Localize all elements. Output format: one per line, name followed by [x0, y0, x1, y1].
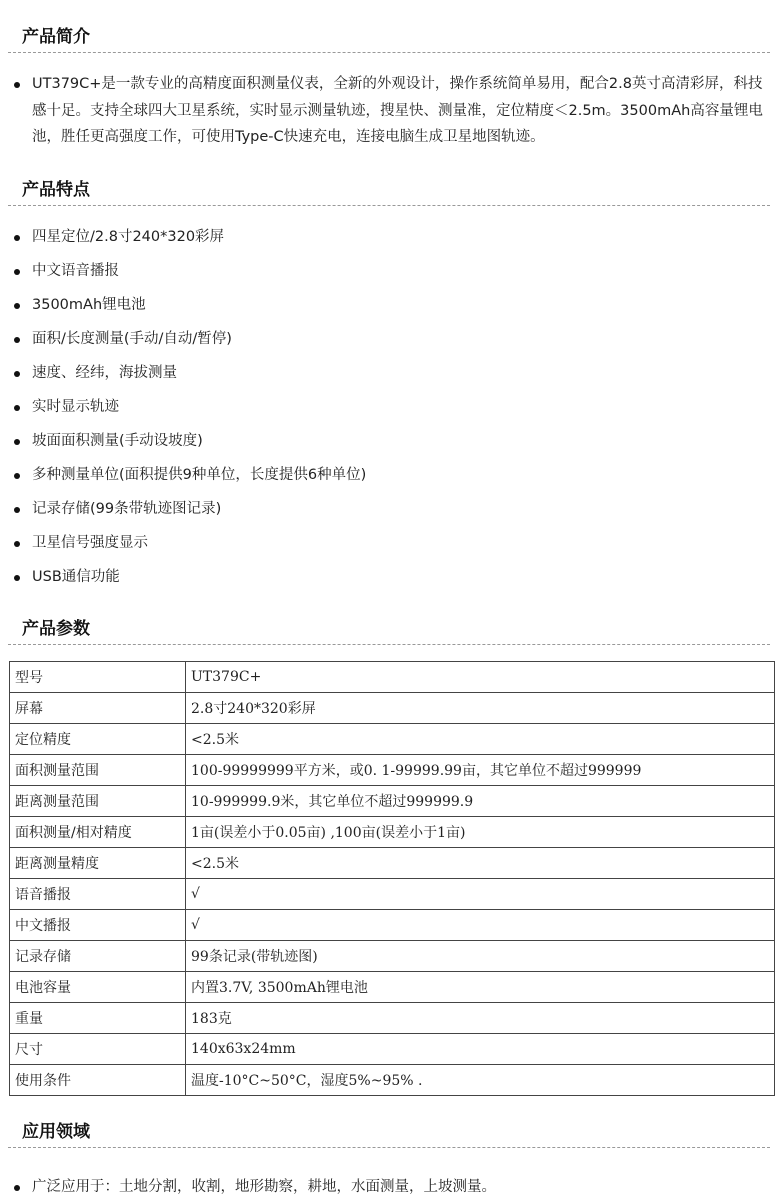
- param-value: √: [186, 910, 775, 941]
- feature-item: 卫星信号强度显示: [0, 526, 776, 560]
- feature-item: 多种测量单位(面积提供9种单位，长度提供6种单位): [0, 458, 776, 492]
- feature-item: 记录存储(99条带轨迹图记录): [0, 492, 776, 526]
- applications-title: 应用领域: [8, 1117, 770, 1148]
- param-value: <2.5米: [186, 724, 775, 755]
- param-value: √: [186, 879, 775, 910]
- intro-text: UT379C+是一款专业的高精度面积测量仪表，全新的外观设计，操作系统简单易用，配合2.8英寸高清彩屏，科技感十足。支持全球四大卫星系统，实时显示测量轨迹，搜星快、测量准，定位精度＜2.5m。3500mAh高容量锂电池，胜任更高强度工作，可使用Type-C快速充电，连接电脑生成卫星地图轨迹。: [0, 71, 776, 151]
- param-row: [10, 724, 775, 755]
- features-title: 产品特点: [8, 175, 770, 206]
- param-row: [10, 1065, 775, 1096]
- feature-item: 坡面面积测量(手动设坡度): [0, 424, 776, 458]
- param-key: 距离测量精度: [10, 848, 186, 879]
- param-key: 距离测量范围: [10, 786, 186, 817]
- feature-item: 3500mAh锂电池: [0, 288, 776, 322]
- param-key: 面积测量范围: [10, 755, 186, 786]
- param-row: [10, 693, 775, 724]
- param-row: [10, 817, 775, 848]
- param-row: [10, 755, 775, 786]
- feature-item: 实时显示轨迹: [0, 390, 776, 424]
- feature-item: 中文语音播报: [0, 254, 776, 288]
- param-value: 1亩(误差小于0.05亩) ,100亩(误差小于1亩): [186, 817, 775, 848]
- param-key: 电池容量: [10, 972, 186, 1003]
- param-value: 140x63x24mm: [186, 1034, 775, 1065]
- params-title: 产品参数: [8, 614, 770, 645]
- feature-item: USB通信功能: [0, 560, 776, 594]
- param-row: [10, 1003, 775, 1034]
- feature-item: 面积/长度测量(手动/自动/暂停): [0, 322, 776, 356]
- feature-item: 速度、经纬，海拔测量: [0, 356, 776, 390]
- intro-section: [0, 22, 776, 151]
- intro-title: 产品简介: [8, 22, 770, 53]
- param-value: 温度-10°C~50°C，湿度5%~95% .: [186, 1065, 775, 1096]
- features-section: [0, 175, 776, 594]
- param-value: 10-999999.9米，其它单位不超过999999.9: [186, 786, 775, 817]
- param-key: 型号: [10, 662, 186, 693]
- param-row: [10, 910, 775, 941]
- param-value: UT379C+: [186, 662, 775, 693]
- param-value: 100-99999999平方米，或0. 1-99999.99亩，其它单位不超过999999: [186, 755, 775, 786]
- param-value: 内置3.7V, 3500mAh锂电池: [186, 972, 775, 1003]
- feature-item: 四星定位/2.8寸240*320彩屏: [0, 220, 776, 254]
- param-key: 尺寸: [10, 1034, 186, 1065]
- intro-list: [0, 71, 776, 151]
- param-row: [10, 879, 775, 910]
- param-row: [10, 662, 775, 693]
- applications-section: [0, 1117, 776, 1203]
- param-value: <2.5米: [186, 848, 775, 879]
- applications-list: [0, 1170, 776, 1203]
- param-key: 屏幕: [10, 693, 186, 724]
- param-key: 记录存储: [10, 941, 186, 972]
- param-key: 语音播报: [10, 879, 186, 910]
- params-table: [9, 661, 775, 1096]
- features-list: [0, 220, 776, 594]
- param-row: [10, 1034, 775, 1065]
- param-row: [10, 941, 775, 972]
- param-key: 中文播报: [10, 910, 186, 941]
- param-row: [10, 972, 775, 1003]
- param-key: 定位精度: [10, 724, 186, 755]
- param-key: 重量: [10, 1003, 186, 1034]
- param-value: 183克: [186, 1003, 775, 1034]
- param-key: 使用条件: [10, 1065, 186, 1096]
- applications-text: 广泛应用于：土地分割，收割，地形勘察，耕地，水面测量，上坡测量。: [0, 1170, 776, 1203]
- param-row: [10, 848, 775, 879]
- params-section: [0, 614, 776, 1096]
- param-row: [10, 786, 775, 817]
- param-value: 2.8寸240*320彩屏: [186, 693, 775, 724]
- param-key: 面积测量/相对精度: [10, 817, 186, 848]
- param-value: 99条记录(带轨迹图): [186, 941, 775, 972]
